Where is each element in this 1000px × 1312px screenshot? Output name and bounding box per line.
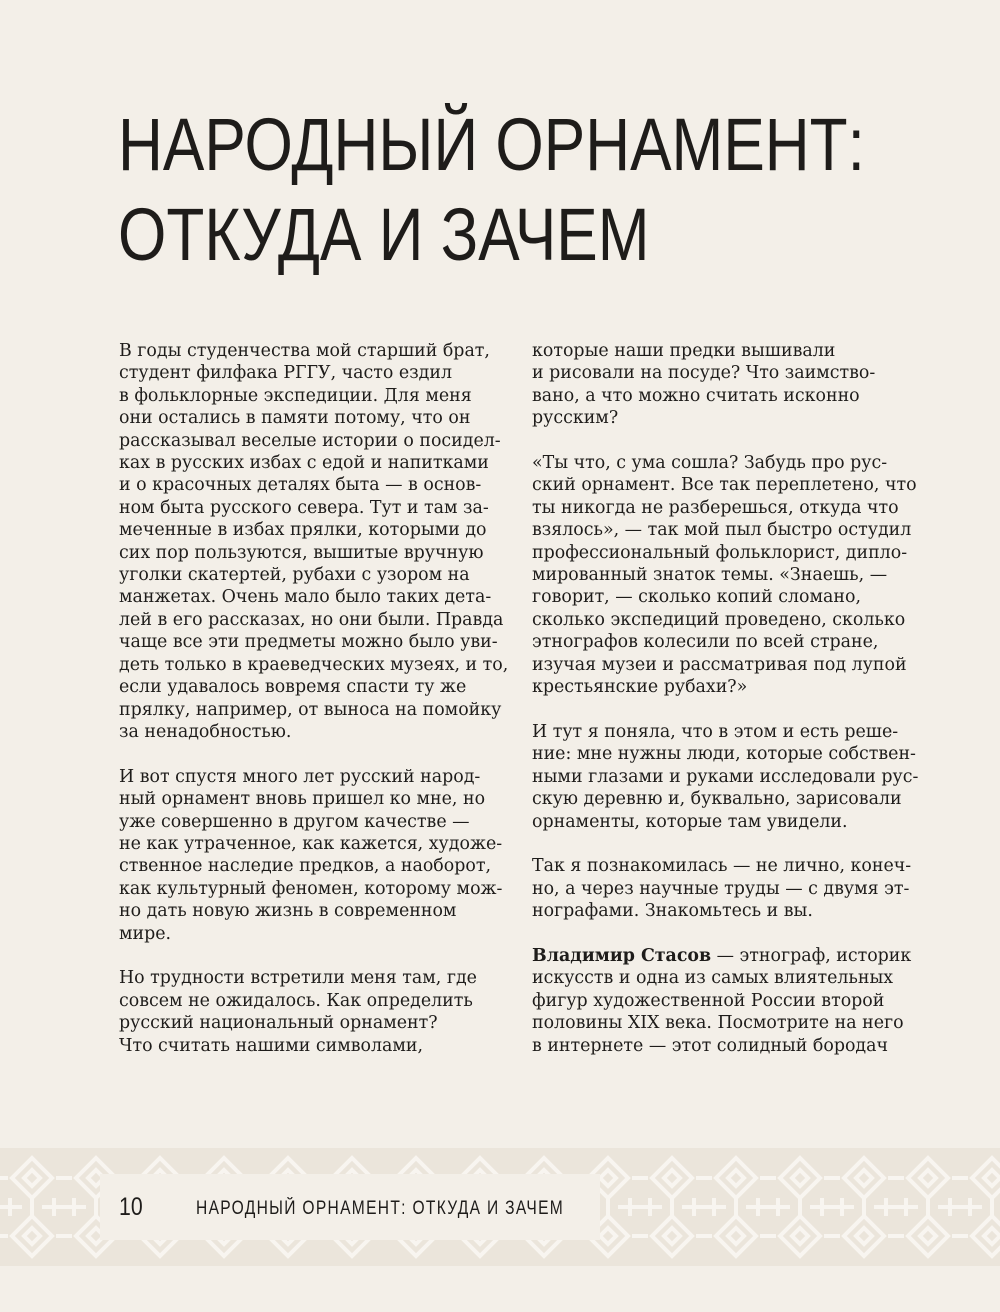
paragraph-line: орнаменты, которые там увидели.: [532, 811, 848, 832]
paragraph-line: И вот спустя много лет русский народ-: [119, 766, 481, 787]
paragraph-line: [532, 945, 932, 967]
paragraph-line: они остались в памяти потому, что он: [119, 408, 471, 429]
paragraph-line: мире.: [119, 923, 172, 944]
paragraph-line: манжетах. Очень мало было таких дета-: [119, 587, 492, 608]
paragraph-line: ный орнамент вновь пришел ко мне, но: [119, 789, 486, 810]
paragraph-line-rest: — этнограф, историк: [711, 945, 912, 966]
right-column: [532, 340, 932, 1079]
paragraph-line: этнографов колесили по всей стране,: [532, 632, 879, 653]
paragraph-line: уголки скатертей, рубахи с узором на: [119, 565, 470, 586]
paragraph-line: взялось», — так мой пыл быстро остудил: [532, 520, 912, 541]
paragraph-line: Что считать нашими символами,: [119, 1035, 424, 1056]
paragraph-line: ственное наследие предков, а наоборот,: [119, 856, 491, 877]
paragraph-line: ках в русских избах с едой и напитками: [119, 453, 489, 474]
paragraph-line: которые наши предки вышивали: [532, 341, 836, 361]
page-title-line-1: НАРОДНЫЙ ОРНАМЕНТ:: [118, 103, 865, 186]
page-title: [118, 100, 865, 280]
paragraph: [119, 340, 519, 743]
paragraph-line: рассказывал веселые истории о посидел-: [119, 430, 501, 451]
paragraph-line: сколько экспедиций проведено, сколько: [532, 609, 906, 630]
paragraph-line: Но трудности встретили меня там, где: [119, 968, 477, 989]
paragraph-line: изучая музеи и рассматривая под лупой: [532, 654, 907, 675]
paragraph-line: говорит, — сколько копий сломано,: [532, 587, 862, 608]
paragraph-line: Так я познакомилась — не лично, конеч-: [532, 856, 912, 877]
paragraph-line: И тут я поняла, что в этом и есть реше-: [532, 721, 899, 742]
paragraph-line: уже совершенно в другом качестве —: [119, 811, 470, 832]
paragraph-line: ном быта русского севера. Тут и там за-: [119, 497, 489, 518]
person-name: Владимир Стасов: [532, 945, 712, 966]
paragraph-line: ными глазами и руками исследовали рус-: [532, 766, 919, 787]
paragraph: [532, 340, 932, 430]
paragraph-line: меченные в избах прялки, которыми до: [119, 520, 487, 541]
paragraph-line: ние: мне нужны люди, которые собствен-: [532, 744, 916, 765]
running-title: НАРОДНЫЙ ОРНАМЕНТ: ОТКУДА И ЗАЧЕМ: [196, 1198, 565, 1219]
paragraph: [119, 967, 519, 1057]
page-number: 10: [119, 1193, 143, 1221]
paragraph-line: русский национальный орнамент?: [119, 1013, 438, 1034]
paragraph-line: лей в его рассказах, но они были. Правда: [119, 609, 504, 630]
paragraph-line: за ненадобностью.: [119, 721, 292, 742]
paragraph-line: мированный знаток темы. «Знаешь, —: [532, 565, 888, 586]
paragraph-rest: [532, 967, 932, 1057]
paragraph-line: фигур художественной России второй: [532, 990, 885, 1011]
paragraph-line: но, а через научные труды — с двумя эт-: [532, 878, 910, 899]
paragraph-line: крестьянские рубахи?»: [532, 677, 748, 698]
paragraph-line: как культурный феномен, которому мож-: [119, 878, 503, 899]
paragraph: [532, 452, 932, 698]
paragraph: [532, 855, 932, 922]
paragraph-line: и рисовали на посуде? Что заимство-: [532, 363, 876, 384]
page-title-line-2: ОТКУДА И ЗАЧЕМ: [118, 193, 650, 276]
paragraph-line: профессиональный фольклорист, дипло-: [532, 542, 908, 563]
paragraph-line: и о красочных деталях быта — в основ-: [119, 475, 482, 496]
paragraph-line: «Ты что, с ума сошла? Забудь про рус-: [532, 453, 888, 474]
paragraph: [532, 721, 932, 833]
paragraph-line: если удавалось вовремя спасти ту же: [119, 677, 467, 698]
paragraph-line: ты никогда не разберешься, откуда что: [532, 497, 899, 518]
paragraph-line: деть только в краеведческих музеях, и то,: [119, 654, 509, 675]
paragraph-line: В годы студенчества мой старший брат,: [119, 341, 490, 361]
paragraph-line: совсем не ожидалось. Как определить: [119, 990, 473, 1011]
paragraph-line: сих пор пользуются, вышитые вручную: [119, 542, 484, 563]
paragraph-line: не как утраченное, как кажется, художе-: [119, 833, 503, 854]
paragraph-line: студент филфака РГГУ, часто ездил: [119, 363, 453, 384]
paragraph: [119, 766, 519, 945]
paragraph-line: прялку, например, от выноса на помойку: [119, 699, 502, 720]
paragraph-line: вано, а что можно считать исконно: [532, 385, 860, 406]
paragraph-stasov: [532, 945, 932, 1057]
paragraph-line: нографами. Знакомьтесь и вы.: [532, 901, 813, 922]
paragraph-line: русским?: [532, 408, 619, 429]
paragraph-line: ский орнамент. Все так переплетено, что: [532, 475, 917, 496]
paragraph-line: половины XIX века. Посмотрите на него: [532, 1013, 904, 1034]
left-column: [119, 340, 519, 1079]
paragraph-line: искусств и одна из самых влиятельных: [532, 968, 894, 989]
paragraph-line: чаще все эти предметы можно было уви-: [119, 632, 498, 653]
paragraph-line: скую деревню и, буквально, зарисовали: [532, 789, 902, 810]
paragraph-line: в интернете — этот солидный бородач: [532, 1035, 888, 1056]
paragraph-line: в фольклорные экспедиции. Для меня: [119, 385, 472, 406]
paragraph-line: но дать новую жизнь в современном: [119, 901, 457, 922]
